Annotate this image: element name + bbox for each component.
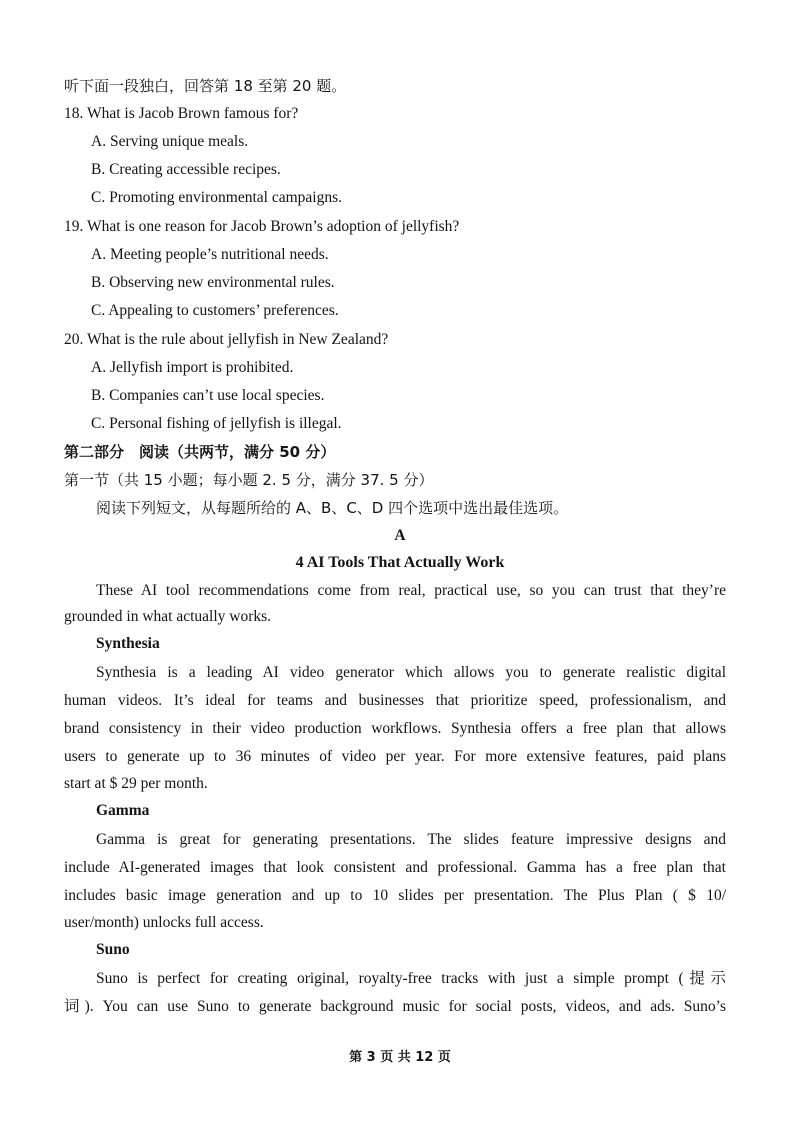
gamma-line-2: include AI-generated images that look consistent and professional. Gamma has a free plan that: [64, 859, 726, 876]
synthesia-line-5: start at $ 29 per month.: [64, 775, 208, 792]
passage-intro-line-2: grounded in what actually works.: [64, 608, 272, 625]
gamma-line-1: Gamma is great for generating presentations. The slides feature impressive designs and: [96, 831, 726, 848]
question-19-option-a: A. Meeting people’s nutritional needs.: [91, 246, 329, 263]
listening-section-intro: 听下面一段独白，回答第 18 至第 20 题。: [64, 77, 347, 95]
question-20-option-a: A. Jellyfish import is prohibited.: [91, 359, 294, 376]
synthesia-line-4: users to generate up to 36 minutes of video per year. For more extensive features, paid plans: [64, 748, 726, 765]
part2-instruction: 阅读下列短文，从每题所给的 A、B、C、D 四个选项中选出最佳选项。: [96, 499, 569, 517]
synthesia-line-1: Synthesia is a leading AI video generator which allows you to generate realistic digital: [96, 664, 726, 681]
question-20-option-c: C. Personal fishing of jellyfish is illegal.: [91, 415, 342, 432]
question-20-option-b: B. Companies can’t use local species.: [91, 387, 325, 404]
tool-heading-suno: Suno: [96, 941, 130, 958]
suno-line-2: 词). You can use Suno to generate background music for social posts, videos, and ads. Suno’s: [64, 998, 726, 1015]
page-number-footer: 第 3 页 共 12 页: [349, 1050, 451, 1065]
passage-intro-line-1: These AI tool recommendations come from real, practical use, so you can trust that they’re: [96, 582, 726, 599]
question-18-stem: 18. What is Jacob Brown famous for?: [64, 105, 299, 122]
part2-section1: 第一节（共 15 小题；每小题 2. 5 分，满分 37. 5 分）: [64, 471, 434, 489]
question-19-option-c: C. Appealing to customers’ preferences.: [91, 302, 339, 319]
synthesia-line-3: brand consistency in their video production workflows. Synthesia offers a free plan that allows: [64, 720, 726, 737]
question-19-option-b: B. Observing new environmental rules.: [91, 274, 335, 291]
question-18-option-c: C. Promoting environmental campaigns.: [91, 189, 342, 206]
passage-title: 4 AI Tools That Actually Work: [295, 554, 505, 571]
gamma-line-3: includes basic image generation and up to 10 slides per presentation. The Plus Plan ( $ 10/: [64, 887, 726, 904]
tool-heading-gamma: Gamma: [96, 802, 150, 819]
passage-label: A: [394, 527, 406, 544]
question-19-stem: 19. What is one reason for Jacob Brown’s adoption of jellyfish?: [64, 218, 460, 235]
suno-line-1: Suno is perfect for creating original, royalty-free tracks with just a simple prompt (提示: [96, 970, 726, 987]
synthesia-line-2: human videos. It’s ideal for teams and businesses that prioritize speed, professionalism, and: [64, 692, 726, 709]
question-18-option-a: A. Serving unique meals.: [91, 133, 249, 150]
question-20-stem: 20. What is the rule about jellyfish in New Zealand?: [64, 331, 389, 348]
tool-heading-synthesia: Synthesia: [96, 635, 160, 652]
part2-title: 第二部分 阅读（共两节，满分 50 分）: [64, 443, 336, 461]
question-18-option-b: B. Creating accessible recipes.: [91, 161, 281, 178]
gamma-line-4: user/month) unlocks full access.: [64, 914, 264, 931]
